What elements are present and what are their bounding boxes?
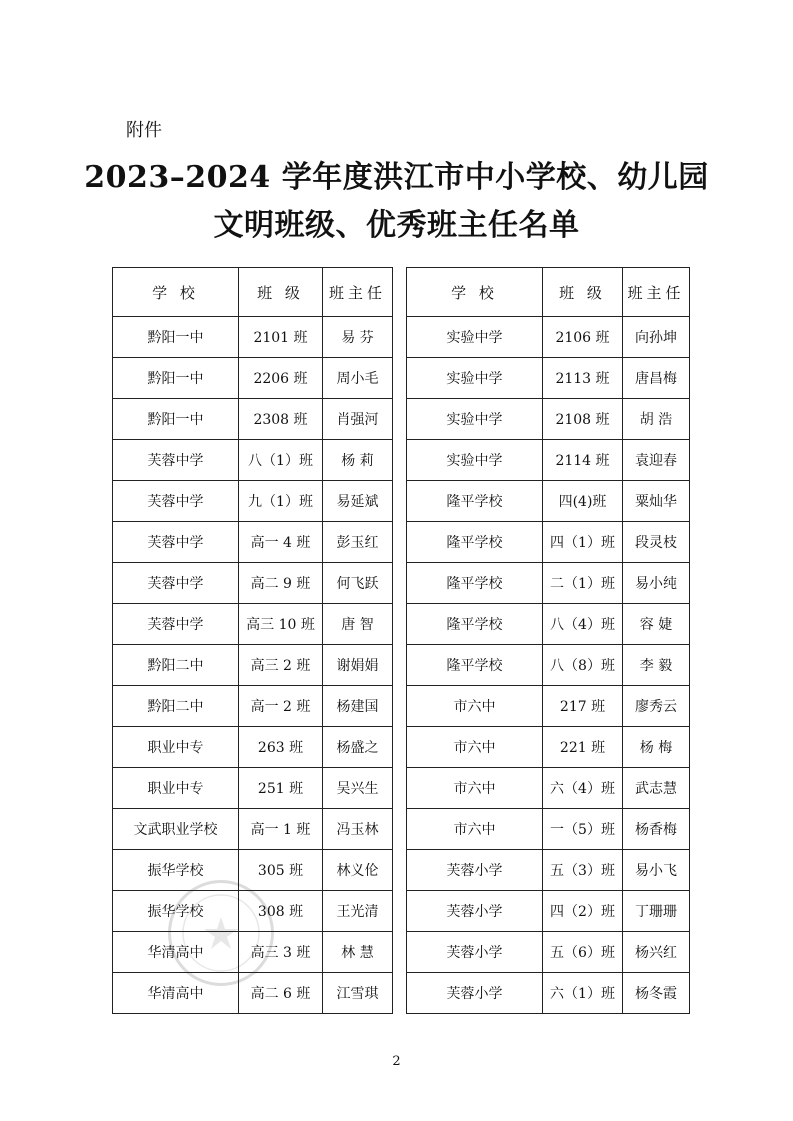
school-cell: 职业中专 [113,768,239,809]
school-cell: 职业中专 [113,727,239,768]
teacher-cell: 唐昌梅 [623,358,690,399]
class-cell: 八（8）班 [543,645,623,686]
teacher-cell: 林义伦 [323,850,393,891]
class-cell: 2106 班 [543,317,623,358]
teacher-cell: 易 芬 [323,317,393,358]
class-cell: 高三 2 班 [239,645,323,686]
table-row [113,317,690,358]
teacher-cell: 易小纯 [623,563,690,604]
teacher-cell: 段灵枝 [623,522,690,563]
column-divider [393,522,407,563]
class-cell: 2308 班 [239,399,323,440]
teacher-cell: 林 慧 [323,932,393,973]
class-cell: 六（1）班 [543,973,623,1014]
column-divider [393,891,407,932]
school-cell: 黔阳一中 [113,317,239,358]
header-school: 学 校 [113,268,239,317]
table-row [113,768,690,809]
class-cell: 一（5）班 [543,809,623,850]
class-cell: 四(4)班 [543,481,623,522]
school-cell: 隆平学校 [407,563,543,604]
school-cell: 市六中 [407,727,543,768]
column-divider [393,686,407,727]
teacher-cell: 李 毅 [623,645,690,686]
column-divider [393,563,407,604]
teacher-cell: 杨冬霞 [623,973,690,1014]
school-cell: 芙蓉中学 [113,604,239,645]
teacher-cell: 杨建国 [323,686,393,727]
header-school: 学 校 [407,268,543,317]
table-row [113,604,690,645]
teacher-cell: 杨盛之 [323,727,393,768]
class-cell: 高三 10 班 [239,604,323,645]
roster-table [112,267,690,1014]
table-row [113,563,690,604]
school-cell: 黔阳一中 [113,358,239,399]
teacher-cell: 易延斌 [323,481,393,522]
school-cell: 黔阳一中 [113,399,239,440]
teacher-cell: 丁珊珊 [623,891,690,932]
table-row [113,850,690,891]
class-cell: 251 班 [239,768,323,809]
school-cell: 芙蓉小学 [407,891,543,932]
column-divider [393,317,407,358]
column-divider [393,768,407,809]
school-cell: 华清高中 [113,973,239,1014]
class-cell: 四（1）班 [543,522,623,563]
teacher-cell: 容 婕 [623,604,690,645]
table-row [113,645,690,686]
column-divider [393,809,407,850]
class-cell: 2114 班 [543,440,623,481]
table-row [113,440,690,481]
teacher-cell: 肖强河 [323,399,393,440]
teacher-cell: 吴兴生 [323,768,393,809]
teacher-cell: 杨 莉 [323,440,393,481]
class-cell: 四（2）班 [543,891,623,932]
class-cell: 高一 4 班 [239,522,323,563]
school-cell: 芙蓉中学 [113,563,239,604]
class-cell: 2108 班 [543,399,623,440]
class-cell: 高三 3 班 [239,932,323,973]
document-title-line-2: 文明班级、优秀班主任名单 [213,208,580,243]
teacher-cell: 杨兴红 [623,932,690,973]
table-row [113,973,690,1014]
school-cell: 振华学校 [113,850,239,891]
class-cell: 305 班 [239,850,323,891]
school-cell: 黔阳二中 [113,645,239,686]
class-cell: 263 班 [239,727,323,768]
teacher-cell: 彭玉红 [323,522,393,563]
column-divider [393,850,407,891]
school-cell: 芙蓉小学 [407,973,543,1014]
class-cell: 八（4）班 [543,604,623,645]
school-cell: 市六中 [407,686,543,727]
teacher-cell: 何飞跃 [323,563,393,604]
school-cell: 芙蓉中学 [113,440,239,481]
teacher-cell: 王光清 [323,891,393,932]
school-cell: 芙蓉中学 [113,481,239,522]
teacher-cell: 江雪琪 [323,973,393,1014]
column-divider [393,604,407,645]
column-divider [393,973,407,1014]
table-header-row [113,268,690,317]
header-teacher: 班主任 [323,268,393,317]
class-cell: 高一 1 班 [239,809,323,850]
column-divider [393,440,407,481]
school-cell: 隆平学校 [407,604,543,645]
school-cell: 华清高中 [113,932,239,973]
table-row [113,358,690,399]
teacher-cell: 周小毛 [323,358,393,399]
document-title-line-1: 2023–2024 学年度洪江市中小学校、幼儿园 [84,160,709,195]
class-cell: 五（6）班 [543,932,623,973]
teacher-cell: 杨 梅 [623,727,690,768]
table-row [113,891,690,932]
class-cell: 2113 班 [543,358,623,399]
table-row [113,481,690,522]
class-cell: 221 班 [543,727,623,768]
class-cell: 217 班 [543,686,623,727]
teacher-cell: 向孙坤 [623,317,690,358]
teacher-cell: 谢娟娟 [323,645,393,686]
column-divider [393,727,407,768]
school-cell: 实验中学 [407,399,543,440]
column-divider [393,268,407,317]
class-cell: 九（1）班 [239,481,323,522]
school-cell: 芙蓉中学 [113,522,239,563]
teacher-cell: 袁迎春 [623,440,690,481]
teacher-cell: 杨香梅 [623,809,690,850]
table-row [113,727,690,768]
class-cell: 高二 9 班 [239,563,323,604]
school-cell: 隆平学校 [407,645,543,686]
school-cell: 黔阳二中 [113,686,239,727]
teacher-cell: 唐 智 [323,604,393,645]
column-divider [393,481,407,522]
column-divider [393,932,407,973]
teacher-cell: 粟灿华 [623,481,690,522]
school-cell: 实验中学 [407,358,543,399]
teacher-cell: 廖秀云 [623,686,690,727]
class-cell: 2206 班 [239,358,323,399]
teacher-cell: 胡 浩 [623,399,690,440]
attachment-label: 附件 [126,120,162,141]
table-row [113,686,690,727]
teacher-cell: 易小飞 [623,850,690,891]
school-cell: 市六中 [407,809,543,850]
class-cell: 高二 6 班 [239,973,323,1014]
school-cell: 隆平学校 [407,522,543,563]
table-row [113,932,690,973]
column-divider [393,645,407,686]
teacher-cell: 武志慧 [623,768,690,809]
school-cell: 实验中学 [407,440,543,481]
teacher-cell: 冯玉林 [323,809,393,850]
class-cell: 高一 2 班 [239,686,323,727]
header-teacher: 班主任 [623,268,690,317]
column-divider [393,399,407,440]
column-divider [393,358,407,399]
table-row [113,809,690,850]
class-cell: 二（1）班 [543,563,623,604]
class-cell: 五（3）班 [543,850,623,891]
header-class: 班 级 [239,268,323,317]
school-cell: 芙蓉小学 [407,932,543,973]
school-cell: 市六中 [407,768,543,809]
class-cell: 308 班 [239,891,323,932]
class-cell: 六（4）班 [543,768,623,809]
class-cell: 2101 班 [239,317,323,358]
page-number: 2 [392,1054,401,1069]
school-cell: 实验中学 [407,317,543,358]
school-cell: 文武职业学校 [113,809,239,850]
header-class: 班 级 [543,268,623,317]
table-row [113,399,690,440]
table-row [113,522,690,563]
school-cell: 振华学校 [113,891,239,932]
school-cell: 芙蓉小学 [407,850,543,891]
class-cell: 八（1）班 [239,440,323,481]
school-cell: 隆平学校 [407,481,543,522]
